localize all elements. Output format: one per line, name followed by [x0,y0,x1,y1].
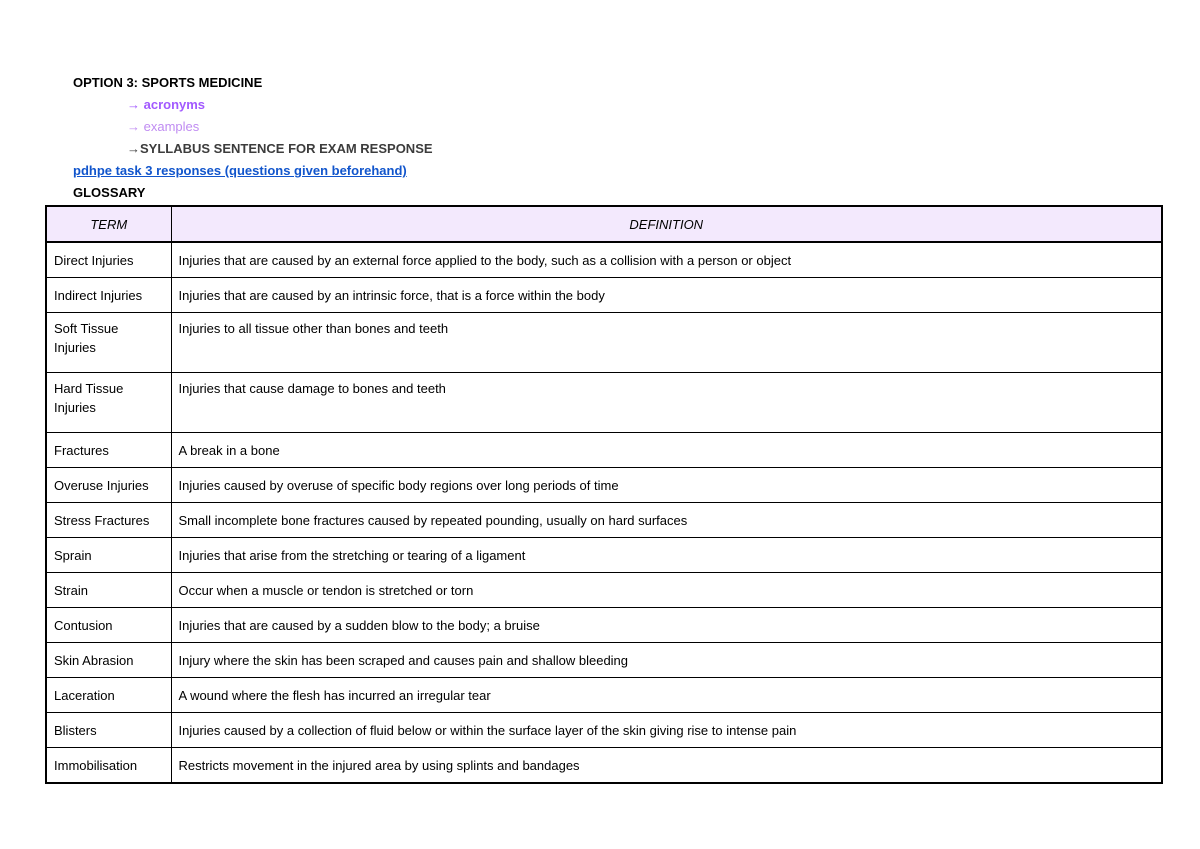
definition-cell: Injuries that are caused by a sudden blow to the body; a bruise [171,608,1162,643]
definition-cell: Injury where the skin has been scraped and causes pain and shallow bleeding [171,643,1162,678]
definition-cell: Injuries that are caused by an intrinsic force, that is a force within the body [171,278,1162,313]
definition-cell: Injuries that arise from the stretching or tearing of a ligament [171,538,1162,573]
term-cell: Direct Injuries [46,242,171,278]
table-row [46,573,1162,608]
definition-cell: Injuries that cause damage to bones and teeth [171,373,1162,433]
responses-link[interactable]: pdhpe task 3 responses (questions given beforehand) [73,163,407,178]
table-row [46,313,1162,373]
table-row [46,278,1162,313]
table-row [46,643,1162,678]
term-cell: Immobilisation [46,748,171,784]
definition-cell: Restricts movement in the injured area by using splints and bandages [171,748,1162,784]
table-row [46,373,1162,433]
glossary-title: GLOSSARY [73,185,146,200]
term-cell: Overuse Injuries [46,468,171,503]
definition-cell: Injuries that are caused by an external force applied to the body, such as a collision with a person or object [171,242,1162,278]
definition-cell: A break in a bone [171,433,1162,468]
term-cell: Soft Tissue Injuries [46,313,171,373]
definition-cell: Injuries to all tissue other than bones and teeth [171,313,1162,373]
definition-cell: Injuries caused by a collection of fluid below or within the surface layer of the skin giving rise to intense pain [171,713,1162,748]
table-row [46,713,1162,748]
definition-cell: Occur when a muscle or tendon is stretched or torn [171,573,1162,608]
term-cell: Sprain [46,538,171,573]
definition-cell: Injuries caused by overuse of specific body regions over long periods of time [171,468,1162,503]
page-title: OPTION 3: SPORTS MEDICINE [73,75,263,90]
term-cell: Strain [46,573,171,608]
column-header-definition: DEFINITION [171,206,1162,242]
table-header-row [46,206,1162,242]
term-cell: Contusion [46,608,171,643]
term-cell: Indirect Injuries [46,278,171,313]
table-row [46,678,1162,713]
term-cell: Hard Tissue Injuries [46,373,171,433]
table-row [46,538,1162,573]
table-row [46,433,1162,468]
definition-cell: Small incomplete bone fractures caused by repeated pounding, usually on hard surfaces [171,503,1162,538]
definition-cell: A wound where the flesh has incurred an irregular tear [171,678,1162,713]
term-cell: Skin Abrasion [46,643,171,678]
table-row [46,748,1162,784]
glossary-table [45,205,1163,784]
term-cell: Laceration [46,678,171,713]
term-cell: Blisters [46,713,171,748]
legend-examples: → examples [127,119,200,134]
column-header-term: TERM [46,206,171,242]
term-cell: Stress Fractures [46,503,171,538]
table-row [46,468,1162,503]
table-row [46,242,1162,278]
table-row [46,503,1162,538]
term-cell: Fractures [46,433,171,468]
legend-acronyms: → acronyms [127,97,206,112]
table-row [46,608,1162,643]
legend-syllabus: →SYLLABUS SENTENCE FOR EXAM RESPONSE [127,141,433,156]
